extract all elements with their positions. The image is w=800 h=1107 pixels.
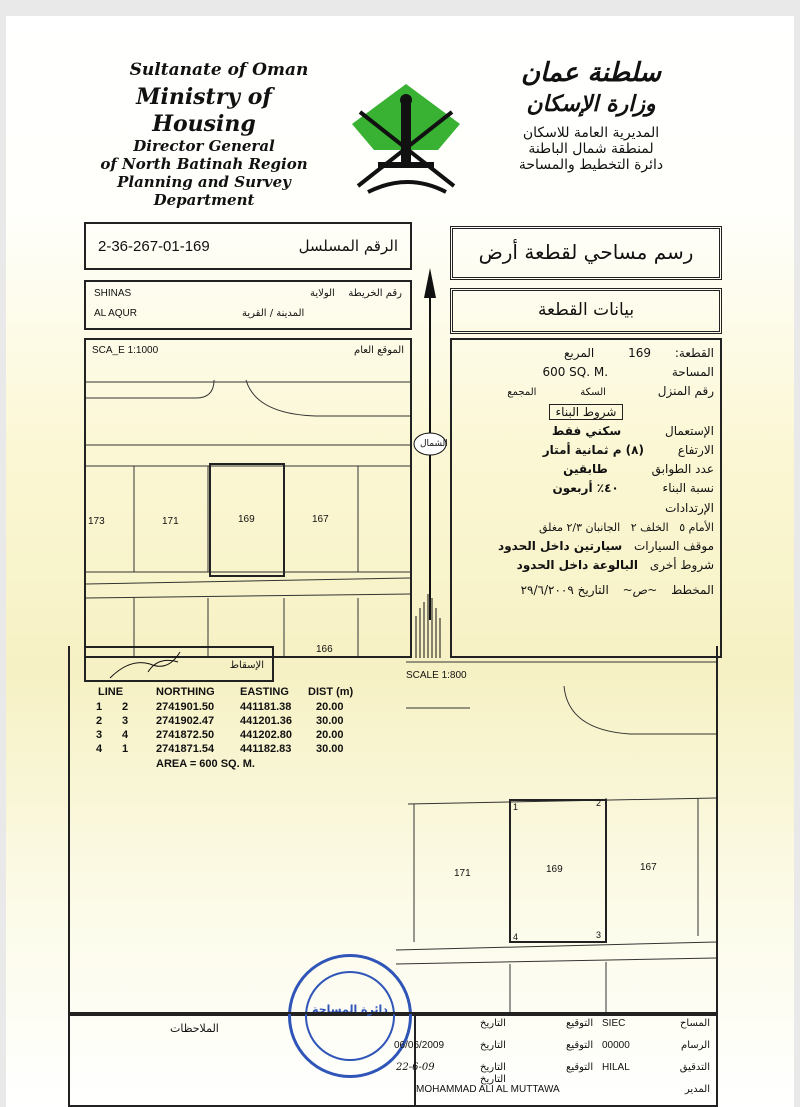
general-map-drawing — [86, 340, 410, 656]
city-label: المدينة / القرية — [242, 308, 305, 319]
wilaya-label: الولاية — [310, 288, 335, 299]
detail-plot-169: 169 — [546, 864, 563, 875]
serial-number-box — [84, 222, 412, 270]
serial-number-value: 2-36-267-01-169 — [98, 238, 210, 255]
use-value: سكني فقط — [551, 423, 622, 438]
detail-map-drawing — [70, 646, 716, 1014]
front-label: الأمام — [688, 520, 714, 534]
general-map-label: الموقع العام — [354, 345, 404, 356]
header-region: of North Batinah Region — [100, 155, 308, 174]
header-ar-department: دائرة التخطيط والمساحة — [518, 157, 664, 173]
general-plot-169: 169 — [238, 514, 255, 525]
general-map-scale: SCA_E 1:1000 — [92, 345, 159, 356]
header-director: Director General — [133, 137, 275, 156]
plot-number: 169 — [628, 346, 651, 360]
sides-value: ٢/٣ مغلق — [539, 520, 583, 534]
plot-data-title-box — [450, 288, 722, 334]
complex-label: المجمع — [507, 387, 537, 399]
arabic-header — [476, 58, 706, 173]
general-plot-171: 171 — [162, 516, 179, 527]
english-header — [84, 60, 324, 209]
location-box — [84, 280, 412, 330]
sides-label: الجانبان — [585, 520, 621, 534]
serial-number-label: الرقم المسلسل — [298, 237, 398, 255]
planner-date-label: التاريخ — [577, 583, 609, 598]
footer-row-director: المدير MOHAMMAD ALI AL MUTTAWA التاريخ — [416, 1074, 710, 1095]
plot-label: القطعة: — [674, 346, 714, 360]
front-value: ٥ — [679, 520, 686, 534]
header-ar-ministry: وزارة الإسكان — [526, 92, 656, 117]
header-ar-region: لمنطقة شمال الباطنة — [528, 141, 654, 157]
parking-label: موقف السيارات — [634, 539, 714, 554]
footer-row-draftsman: الرسام 00000 التوقيع التاريخ 06/06/2009 — [394, 1040, 710, 1051]
ratio-value: ٤٠٪ أربعون — [552, 481, 619, 496]
coord-header-dist: DIST (m) — [308, 686, 354, 698]
corner-4: 4 — [513, 932, 519, 942]
general-plot-167: 167 — [312, 514, 329, 525]
notes-label: الملاحظات — [170, 1022, 219, 1035]
coord-header-northing: NORTHING — [156, 686, 215, 698]
detail-map-scale: SCALE 1:800 — [406, 670, 467, 681]
north-label: الشمال — [420, 439, 448, 449]
floors-label: عدد الطوابق — [651, 462, 714, 477]
corner-1: 1 — [513, 802, 519, 812]
square-label: المربع — [563, 346, 595, 360]
back-label: الخلف — [640, 520, 669, 534]
other-conditions-value: البالوعة داخل الحدود — [516, 558, 639, 573]
table-row: 3 4 2741872.50 441202.80 20.00 — [96, 729, 344, 741]
footer-row-surveyor: المساح SIEC التوقيع التاريخ — [480, 1018, 710, 1029]
planner-label: المخطط — [671, 583, 714, 598]
north-arrow-icon — [406, 268, 456, 662]
table-row: 2 3 2741902.47 441201.36 30.00 — [96, 715, 344, 727]
footer-table — [68, 1012, 718, 1107]
height-value: (٨) م ثمانية أمتار — [542, 443, 644, 458]
survey-document — [6, 16, 794, 1107]
back-value: ٢ — [630, 520, 637, 534]
area-total: AREA = 600 SQ. M. — [156, 758, 255, 770]
projection-label: الإسقاط — [229, 660, 264, 671]
setbacks-label: الإرتدادات — [665, 500, 714, 515]
document-title-box — [450, 226, 722, 280]
ratio-label: نسبة البناء — [662, 481, 714, 496]
corner-2: 2 — [596, 798, 602, 808]
floors-value: طابقين — [563, 462, 608, 477]
survey-detail-area — [68, 646, 718, 1016]
wilaya-value: SHINAS — [94, 288, 132, 299]
height-label: الارتفاع — [677, 443, 714, 458]
general-location-map — [84, 338, 412, 658]
header-sultanate: Sultanate of Oman — [129, 60, 309, 80]
general-plot-173: 173 — [88, 516, 105, 527]
map-number-label: رقم الخريطة — [348, 288, 402, 299]
plot-data-title: بيانات القطعة — [537, 300, 635, 320]
oman-emblem-logo — [348, 82, 464, 204]
table-row: 4 1 2741871.54 441182.83 30.00 — [96, 743, 344, 755]
coord-header-easting: EASTING — [240, 686, 289, 698]
city-value: AL AQUR — [94, 308, 137, 319]
road-label: السكة — [580, 387, 606, 399]
header-ar-sultanate: سلطنة عمان — [520, 58, 662, 88]
general-plot-166: 166 — [316, 644, 333, 655]
parking-value: سيارتين داخل الحدود — [498, 539, 623, 554]
plot-info-box — [450, 338, 722, 658]
header-ministry: Ministry of Housing — [136, 84, 272, 137]
plot-info-rows — [458, 344, 714, 601]
header-ar-directorate: المديرية العامة للاسكان — [522, 125, 660, 141]
footer-row-checker: التدقيق HILAL التوقيع التاريخ 22-6-09 — [396, 1062, 710, 1073]
corner-3: 3 — [596, 930, 602, 940]
area-value: 600 SQ. M. — [542, 365, 609, 380]
planner-date-value: ٢٩/٦/٢٠٠٩ — [520, 583, 574, 598]
document-title: رسم مساحي لقطعة أرض — [478, 240, 694, 264]
other-conditions-label: شروط أخرى — [649, 558, 714, 573]
use-label: الإستعمال — [665, 423, 714, 438]
stamp-text: دائرة المساحة — [312, 1003, 388, 1016]
house-number-label: رقم المنزل — [657, 384, 714, 399]
detail-plot-167: 167 — [640, 862, 657, 873]
detail-plot-171: 171 — [454, 868, 471, 879]
header-department: Planning and Survey Department — [117, 173, 291, 210]
coord-header-line: LINE — [98, 686, 124, 698]
building-conditions-label: شروط البناء — [549, 404, 624, 420]
area-label: المساحة — [671, 365, 714, 380]
planner-signature: ~ص~ — [622, 583, 658, 598]
table-row: 1 2 2741901.50 441181.38 20.00 — [96, 701, 344, 713]
